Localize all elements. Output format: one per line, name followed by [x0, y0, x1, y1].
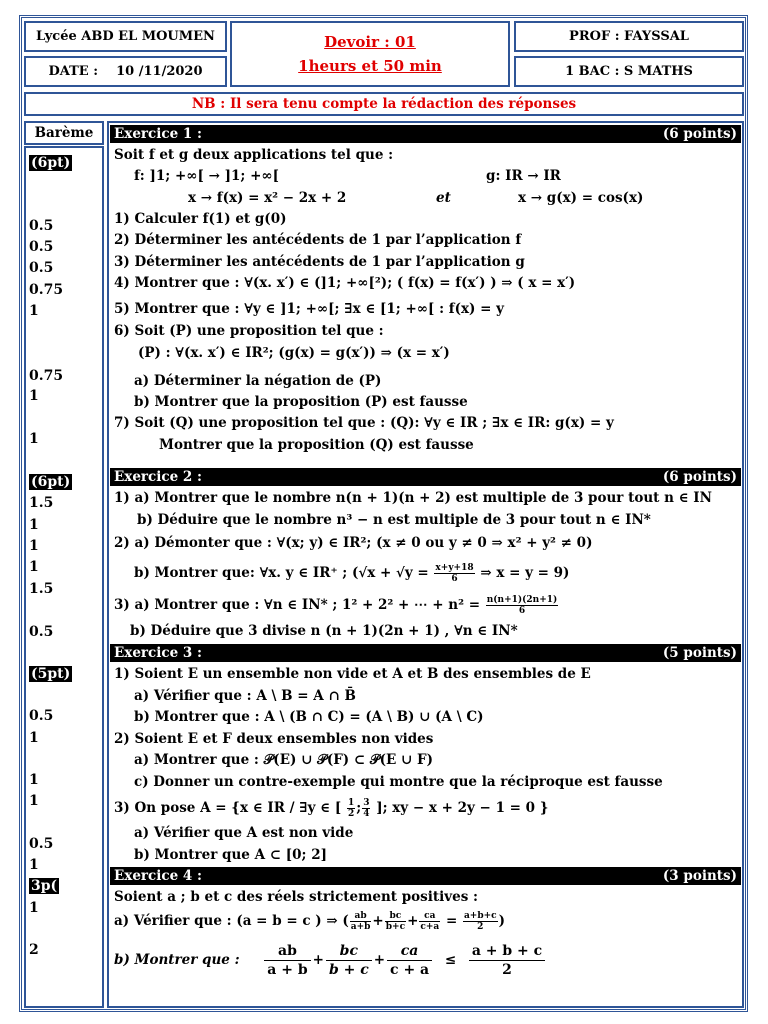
ex3-q3-fraction-2 — [362, 798, 370, 819]
ex2-q3a-fraction — [486, 595, 559, 616]
ex1-q5: 5) Montrer que : ∀y ∈ ]1; +∞[; ∃x ∈ [1; +∞[ : f(x) = y — [114, 301, 504, 317]
bareme-mark: (6pt) — [31, 474, 71, 490]
exercise-4-points: (3 points) — [662, 868, 737, 884]
bareme-mark: 0.5 — [29, 260, 54, 276]
ex1-q4: 4) Montrer que : ∀(x. x′) ∈ (]1; +∞[²); ( f(x) = f(x′) ) ⇒ ( x = x′) — [114, 275, 576, 291]
fraction-numerator: ca — [387, 942, 432, 961]
school-box — [24, 21, 227, 52]
fraction-denominator: 2 — [347, 809, 355, 819]
ex3-q2c: c) Donner un contre-exemple qui montre que la réciproque est fausse — [134, 774, 663, 790]
ex4-qb-le: ≤ — [444, 952, 457, 968]
date-label: DATE : — [48, 64, 99, 79]
ex3-q1: 1) Soient E un ensemble non vide et A et B des ensembles de E — [114, 666, 591, 682]
fraction-denominator: a + b — [267, 962, 308, 978]
ex4-qa-fraction-4 — [463, 911, 498, 932]
ex1-f-def: f: ]1; +∞[ → ]1; +∞[ — [134, 168, 280, 184]
fraction-numerator: bc — [385, 911, 406, 922]
exercise-3-header — [110, 644, 741, 662]
bareme-mark: 1.5 — [29, 581, 54, 597]
ex3-q3-pre: 3) On pose A = {x ∈ IR / ∃y ∈ [ — [114, 800, 342, 816]
fraction-denominator: b+c — [385, 922, 406, 932]
fraction-denominator: c+a — [420, 922, 440, 932]
bareme-mark: 1 — [29, 793, 39, 809]
exercise-1-header — [110, 125, 741, 143]
exercise-2-title: Exercice 2 : — [114, 469, 202, 485]
prof-name: PROF : FAYSSAL — [569, 29, 689, 44]
fraction-numerator: x+y+18 — [435, 563, 474, 573]
prof-box — [514, 21, 744, 52]
bareme-header: Barème — [24, 121, 104, 145]
exercise-4-header — [110, 867, 741, 885]
devoir-title: Devoir : 01 — [324, 33, 416, 51]
fraction-numerator: 3 — [363, 798, 370, 808]
fraction-numerator: a+b+c — [463, 911, 497, 921]
ex3-q1b: b) Montrer que : A \ (B ∩ C) = (A \ B) ∪ (A \ C) — [134, 709, 484, 725]
exercise-2-points: (6 points) — [662, 469, 737, 485]
ex2-q3a-pre: 3) a) Montrer que : ∀n ∈ IN* ; 1² + 2² + ⋯ + n² = — [114, 597, 481, 613]
ex2-q3a — [114, 594, 559, 616]
bareme-mark: 1 — [29, 303, 39, 319]
exercise-2-header — [110, 468, 741, 486]
ex1-q6: 6) Soit (P) une proposition tel que : — [114, 323, 384, 339]
fraction-numerator: ca — [419, 911, 440, 922]
ex2-q2a: 2) a) Démonter que : ∀(x; y) ∈ IR²; (x ≠ 0 ou y ≠ 0 ⇒ x² + y² ≠ 0) — [114, 535, 593, 551]
ex3-q3-fraction-1 — [347, 798, 355, 819]
bareme-mark: 0.5 — [29, 836, 54, 852]
ex4-qa-close: ) — [498, 913, 506, 929]
exercise-1-title: Exercice 1 : — [114, 126, 202, 142]
bareme-mark: 1 — [29, 388, 39, 404]
ex1-q3: 3) Déterminer les antécédents de 1 par l’application g — [114, 254, 525, 270]
ex4-qb: b) Montrer que : $\frac{ab}{a + b}$ + $\frac{bc}{b + c}$ + $\frac{ca}{c + a}$ ≤ $\frac{a + b + c}{2}$ — [114, 938, 547, 982]
ex4-qa-fraction-2 — [385, 911, 406, 932]
bareme-mark: 0.75 — [29, 368, 64, 384]
bareme-mark: 0.5 — [29, 708, 54, 724]
fraction-denominator: 2 — [477, 922, 484, 932]
bareme-mark: 1.5 — [29, 495, 54, 511]
ex4-qb-fraction-1 — [264, 942, 310, 979]
ex4-qa-pre: a) Vérifier que : (a = b = c ) ⇒ ( — [114, 913, 349, 929]
ex4-qa-eq: = — [445, 913, 458, 929]
ex1-q1: 1) Calculer f(1) et g(0) — [114, 211, 287, 227]
fraction-numerator: n(n+1)(2n+1) — [486, 595, 558, 605]
ex1-f-map: x → f(x) = x² − 2x + 2 — [188, 190, 347, 206]
ex3-q3b: b) Montrer que A ⊂ [0; 2] — [134, 847, 328, 863]
class-name: 1 BAC : S MATHS — [565, 64, 693, 79]
bareme-mark: 0.5 — [29, 624, 54, 640]
ex4-qb-fraction-3 — [387, 942, 432, 979]
ex4-qa-fraction-1 — [350, 911, 372, 932]
exercise-4-title: Exercice 4 : — [114, 868, 202, 884]
ex1-q7: 7) Soit (Q) une proposition tel que : (Q): ∀y ∈ IR ; ∃x ∈ IR: g(x) = y — [114, 415, 614, 431]
ex1-g-def: g: IR → IR — [486, 168, 561, 184]
bareme-mark: 1 — [29, 772, 39, 788]
bareme-mark: 1 — [29, 517, 39, 533]
ex2-q2b-fraction — [434, 563, 474, 584]
ex4-qa: a) Vérifier que : (a = b = c ) ⇒ ( $\frac{ab}{a+b}$ + $\frac{bc}{b+c}$ + $\frac{ca}{c+a}$ = $\frac{a+b+c}{2}$ ) — [114, 911, 506, 932]
bareme-mark: 1 — [29, 538, 39, 554]
bareme-mark: 0.5 — [29, 239, 54, 255]
exercise-3-points: (5 points) — [662, 645, 737, 661]
bareme-mark: 3p( — [31, 878, 58, 894]
bareme-mark: 1 — [29, 900, 39, 916]
bareme-mark: (5pt) — [31, 666, 71, 682]
fraction-denominator: 6 — [518, 606, 526, 616]
fraction-numerator: a + b + c — [469, 942, 545, 961]
ex1-et: et — [436, 190, 451, 206]
ex2-q1b: b) Déduire que le nombre n³ − n est multiple de 3 pour tout n ∈ IN* — [137, 512, 651, 528]
exercise-3-title: Exercice 3 : — [114, 645, 202, 661]
fraction-denominator: 2 — [502, 962, 512, 978]
date-box — [24, 56, 227, 87]
bareme-mark: 2 — [29, 942, 39, 958]
bareme-mark: 0.75 — [29, 282, 64, 298]
fraction-denominator: c + a — [390, 962, 430, 978]
ex4-qb-pre: b) Montrer que : — [114, 952, 240, 968]
bareme-mark: (6pt) — [31, 155, 71, 171]
ex4-qb-fraction-4 — [469, 942, 545, 979]
ex1-q6a: a) Déterminer la négation de (P) — [134, 373, 382, 389]
ex3-q2a: a) Montrer que : 𝒫(E) ∪ 𝒫(F) ⊂ 𝒫(E ∪ F) — [134, 752, 433, 768]
ex1-g-map: x → g(x) = cos(x) — [518, 190, 644, 206]
date-value: 10 /11/2020 — [116, 64, 203, 79]
ex3-q3-post: ]; xy − x + 2y − 1 = 0 } — [376, 800, 549, 816]
fraction-denominator: 6 — [451, 574, 458, 584]
ex1-q2: 2) Déterminer les antécédents de 1 par l’application f — [114, 232, 522, 248]
ex4-qb-fraction-2 — [326, 942, 372, 979]
ex3-q3-sep: ; — [356, 800, 362, 816]
ex4-qa-fraction-3 — [419, 911, 440, 932]
bareme-mark: 1 — [29, 857, 39, 873]
ex3-q2: 2) Soient E et F deux ensembles non vides — [114, 731, 434, 747]
ex1-intro: Soit f et g deux applications tel que : — [114, 147, 394, 163]
ex2-q1a: 1) a) Montrer que le nombre n(n + 1)(n + 2) est multiple de 3 pour tout n ∈ IN — [114, 490, 712, 506]
fraction-numerator: bc — [326, 942, 372, 961]
devoir-box — [230, 21, 510, 87]
ex2-q2b-pre: b) Montrer que: ∀x. y ∈ IR⁺ ; (√x + √y = — [134, 565, 429, 581]
fraction-denominator: a+b — [350, 922, 371, 932]
fraction-numerator: ab — [264, 942, 310, 961]
ex3-q1a: a) Vérifier que : A \ B = A ∩ B̄ — [134, 688, 356, 704]
ex1-q6-p: (P) : ∀(x. x′) ∈ IR²; (g(x) = g(x′)) ⇒ (x = x′) — [138, 345, 450, 361]
bareme-mark: 1 — [29, 730, 39, 746]
ex3-q3a: a) Vérifier que A est non vide — [134, 825, 354, 841]
bareme-mark: 1 — [29, 431, 39, 447]
ex2-q2b-post: ⇒ x = y = 9) — [480, 565, 570, 581]
bareme-mark: 1 — [29, 559, 39, 575]
fraction-numerator: ab — [350, 911, 372, 922]
ex3-q3 — [114, 796, 548, 820]
fraction-numerator: 1 — [347, 798, 355, 808]
ex2-q2b — [134, 562, 569, 584]
ex2-q3b: b) Déduire que 3 divise n (n + 1)(2n + 1) , ∀n ∈ IN* — [130, 623, 518, 639]
bareme-mark: 0.5 — [29, 218, 54, 234]
nb-note: NB : Il sera tenu compte la rédaction des réponses — [24, 92, 744, 116]
ex4-intro: Soient a ; b et c des réels strictement positives : — [114, 889, 478, 905]
ex1-q7b: Montrer que la proposition (Q) est fausse — [159, 437, 474, 453]
ex1-q6b: b) Montrer que la proposition (P) est fausse — [134, 394, 468, 410]
class-box — [514, 56, 744, 87]
fraction-denominator: 4 — [363, 809, 370, 819]
exercise-1-points: (6 points) — [662, 126, 737, 142]
fraction-denominator: b + c — [328, 962, 369, 978]
school-name: Lycée ABD EL MOUMEN — [36, 29, 215, 44]
devoir-duration: 1heurs et 50 min — [298, 57, 442, 75]
